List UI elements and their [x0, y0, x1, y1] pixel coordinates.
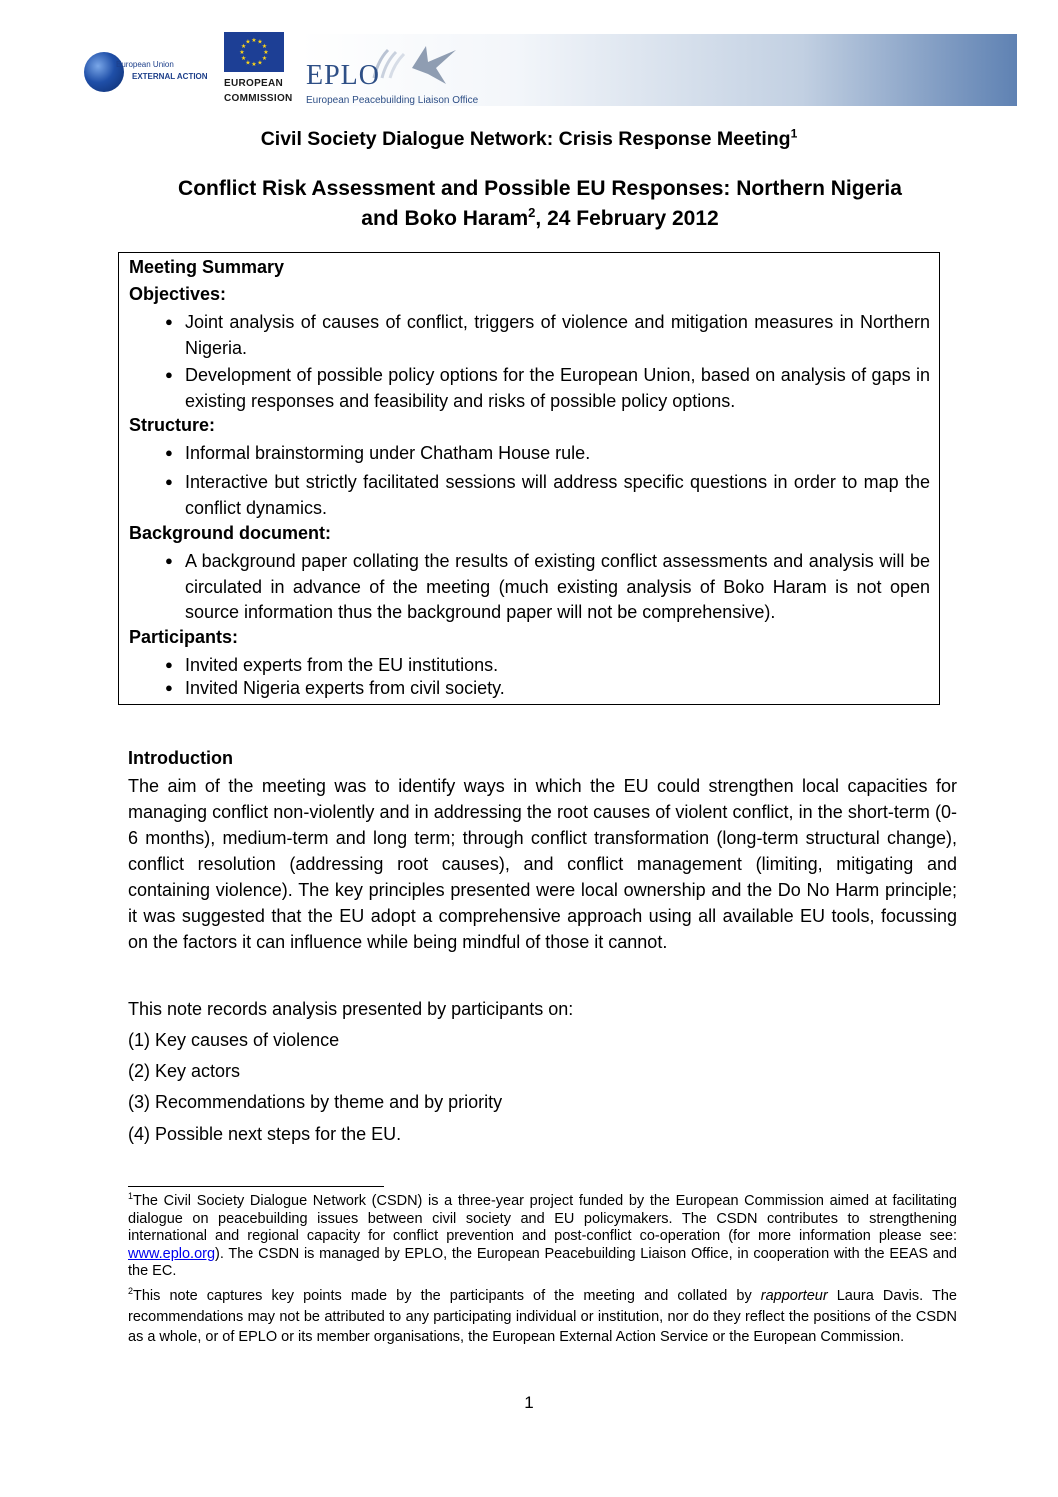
objective-item: Development of possible policy options for the European Union, based on analysis of gaps in existing responses and feasibility and risks of possible policy options.: [185, 365, 930, 411]
objective-item: Joint analysis of causes of conflict, triggers of violence and mitigation measures in Northern Nigeria.: [185, 312, 930, 358]
svg-text:★: ★: [261, 55, 268, 62]
bullet-icon: ●: [165, 367, 173, 382]
svg-text:★: ★: [261, 43, 268, 50]
eeas-logo-line1: European Union: [116, 60, 174, 69]
bullet-icon: ●: [165, 657, 173, 672]
eplo-wordmark: EPLO: [306, 60, 380, 91]
page-number: 1: [524, 1393, 534, 1412]
ec-logo-line2: COMMISSION: [224, 93, 293, 104]
background-heading: Background document:: [129, 523, 332, 543]
note-lead: This note records analysis presented by participants on:: [128, 999, 574, 1019]
footnote-2: $^2$This note captures key points made by the participants of the meeting and collated by rapporteur Laura Davis. The recommendations may not be attributed to any participating individual or institution, nor do they reflect the positions of the CSDN as a whole, or of EPLO or its member organisations, the European External Action Service or the European Commission.: [128, 1286, 957, 1345]
svg-text:★: ★: [257, 38, 263, 46]
list-item: (4) Possible next steps for the EU.: [128, 1124, 402, 1144]
structure-heading: Structure:: [129, 415, 216, 435]
participant-item: Invited Nigeria experts from civil society.: [185, 678, 505, 698]
meeting-summary-box: [118, 252, 940, 705]
participants-heading: Participants:: [129, 627, 239, 647]
european-commission-logo: [222, 32, 293, 108]
eplo-logo: [306, 38, 486, 106]
summary-heading: Meeting Summary: [129, 257, 285, 277]
footnote-ref-1[interactable]: 1: [790, 126, 798, 141]
svg-text:★: ★: [251, 37, 257, 44]
list-item: (2) Key actors: [128, 1061, 241, 1081]
eeas-logo-line2: EXTERNAL ACTION: [132, 72, 208, 81]
structure-item: Interactive but strictly facilitated sessions will address specific questions in order to map the conflict dynamics.: [185, 472, 930, 518]
svg-text:★: ★: [245, 59, 251, 67]
footnote-1: $^1$The Civil Society Dialogue Network (CSDN) is a three-year project funded by the European Commission aimed at facilitating dialogue on peacebuilding issues between civil society and EU policymakers. The CSDN contributes to strengthening international and regional capacity for conflict prevention and post-conflict co-operation (for more information please see: www.eplo.org). The CSDN is managed by EPLO, the European Peacebuilding Liaison Office, in cooperation with the EEAS and the EC.: [128, 1191, 957, 1279]
list-item: (3) Recommendations by theme and by priority: [128, 1092, 503, 1112]
objectives-heading: Objectives:: [129, 284, 227, 304]
svg-text:★: ★: [257, 59, 263, 67]
svg-text:★: ★: [239, 49, 245, 56]
bullet-icon: ●: [165, 474, 173, 489]
eu-flag-icon: [224, 32, 284, 72]
eplo-subtitle: European Peacebuilding Liaison Office: [306, 95, 479, 106]
svg-text:★: ★: [263, 49, 269, 56]
bullet-icon: ●: [165, 680, 173, 695]
page-subtitle: Conflict Risk Assessment and Possible EU Responses: Northern Nigeria and Boko Haram$^2$, 24 February 2012: [178, 177, 902, 230]
svg-text:★: ★: [240, 55, 247, 62]
bullet-icon: ●: [165, 553, 173, 568]
structure-item: Informal brainstorming under Chatham House rule.: [185, 443, 591, 463]
svg-text:★: ★: [245, 38, 251, 46]
introduction-paragraph: The aim of the meeting was to identify ways in which the EU could strengthen local capacities for managing conflict non-violently and in addressing the root causes of violent conflict, in the short-term (0-6 months), medium-term and long term; through conflict transformation (long-term structural change), conflict resolution (addressing root causes), and conflict management (limiting, mitigating and containing violence). The key principles presented were local ownership and the Do No Harm principle; it was suggested that the EU adopt a comprehensive approach using all available EU tools, focussing on the factors it can influence while being mindful of those it cannot.: [128, 776, 957, 952]
introduction-heading: Introduction: [128, 748, 233, 768]
footnote-ref-2[interactable]: 2: [528, 205, 536, 220]
list-item: (1) Key causes of violence: [128, 1030, 340, 1050]
background-item: A background paper collating the results of existing conflict assessments and analysis will be circulated in advance of the meeting (much existing analysis of Boko Haram is not open source information thus the background paper will not be comprehensive).: [185, 551, 930, 622]
eeas-logo: [84, 48, 214, 98]
globe-icon: [84, 52, 124, 92]
svg-text:★: ★: [240, 43, 247, 50]
participant-item: Invited experts from the EU institutions.: [185, 655, 499, 675]
eplo-website-link[interactable]: www.eplo.org: [128, 1245, 216, 1262]
page-title: Civil Society Dialogue Network: Crisis Response Meeting$^1$: [260, 126, 798, 150]
bird-icon: [366, 38, 486, 88]
ec-logo-line1: EUROPEAN: [224, 78, 284, 89]
bullet-icon: ●: [165, 445, 173, 460]
footnote-divider: [128, 1186, 384, 1187]
svg-text:★: ★: [251, 61, 257, 68]
bullet-icon: ●: [165, 314, 173, 329]
